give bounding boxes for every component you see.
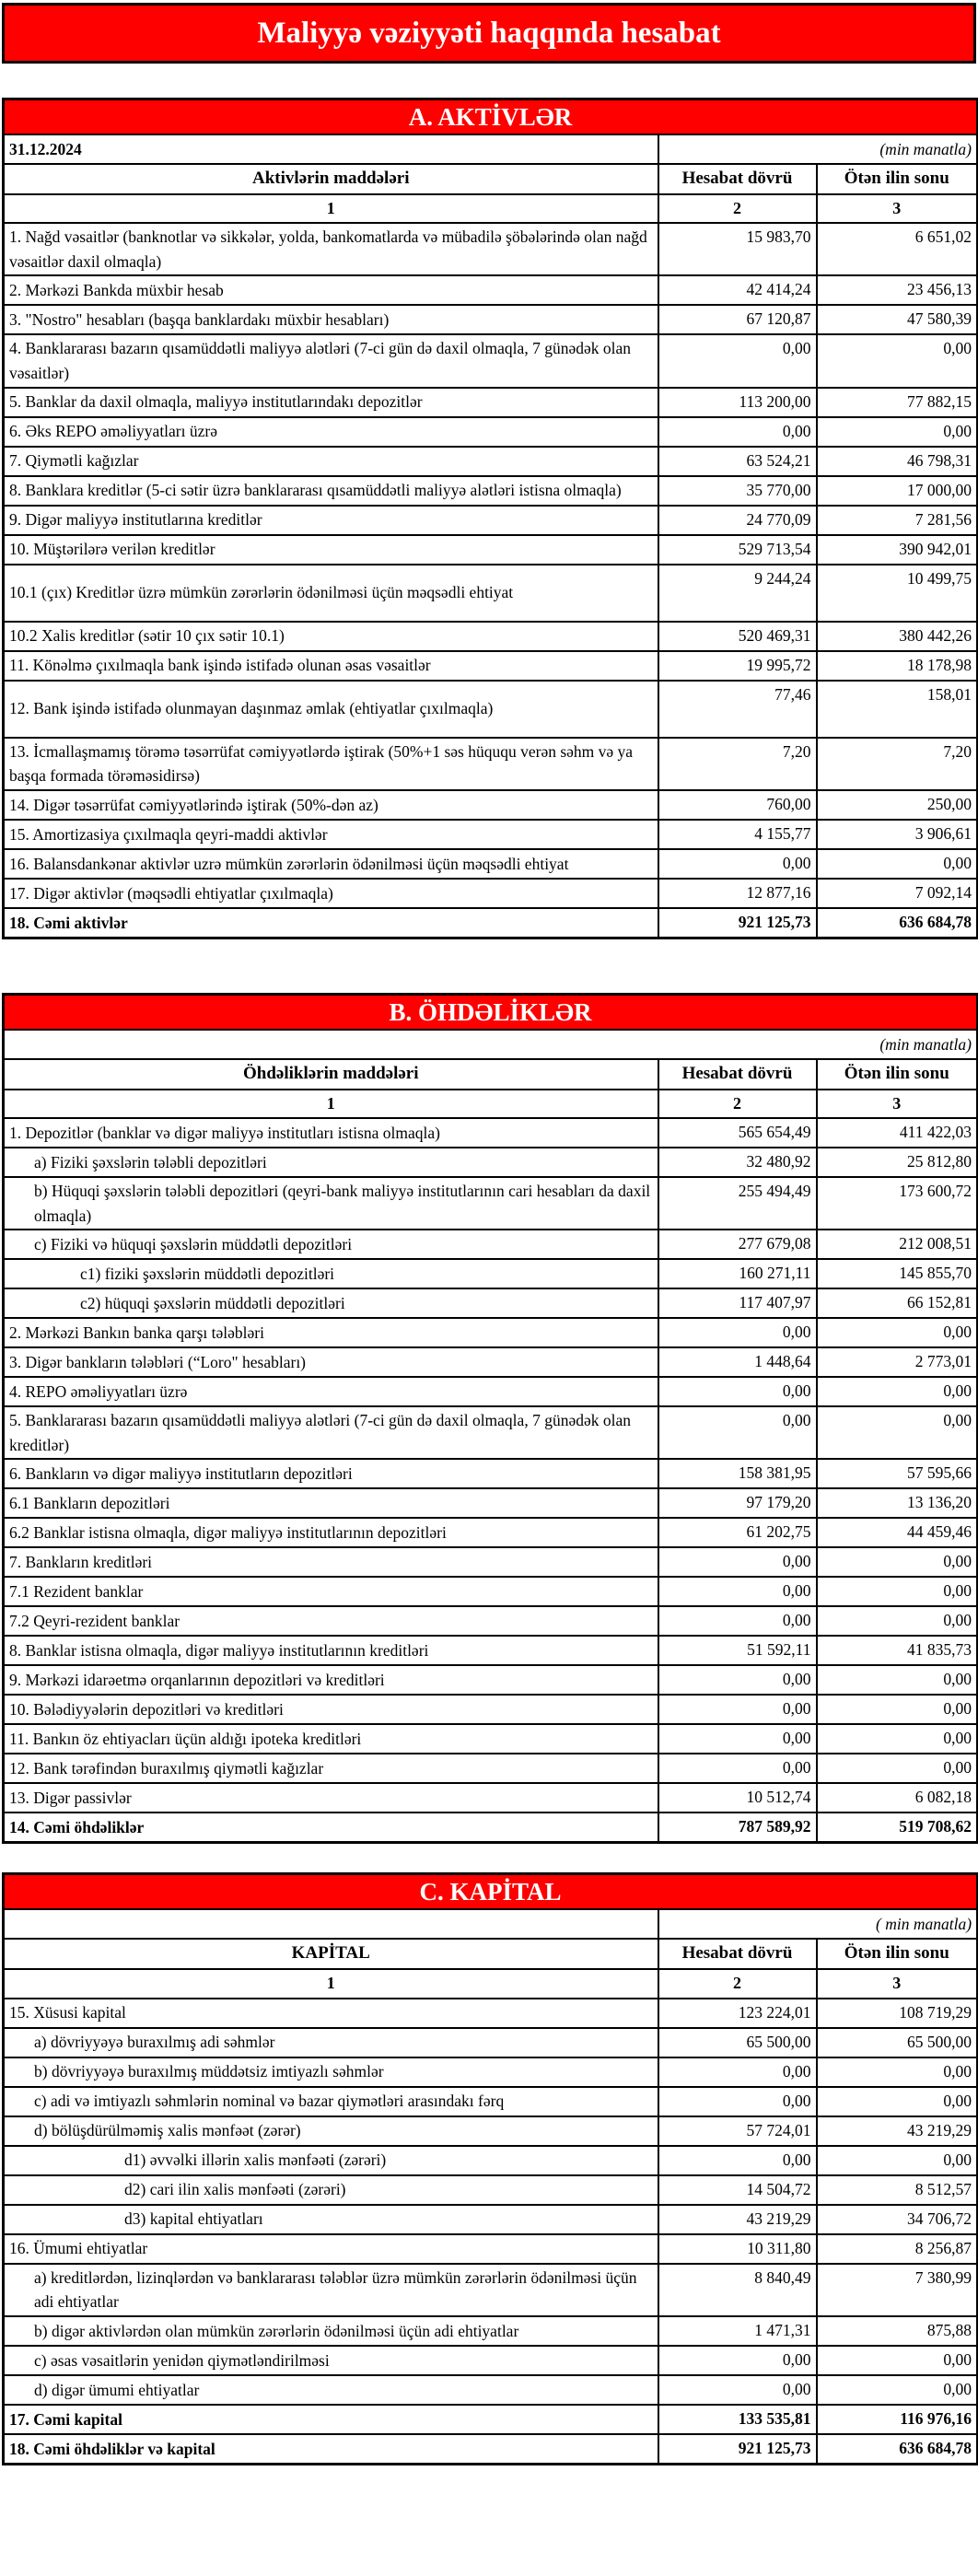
row-value-reporting-period: 277 679,08 [658, 1230, 817, 1259]
row-value-end-of-last-year: 0,00 [817, 2057, 978, 2087]
row-label: 15. Amortizasiya çıxılmaqla qeyri-maddi aktivlər [4, 820, 658, 849]
col-header-end-of-last-year: Ötən ilin sonu [817, 1939, 978, 1969]
col-number: 1 [4, 194, 658, 223]
row-value-end-of-last-year: 390 942,01 [817, 535, 978, 565]
table-row [4, 506, 978, 535]
spacer [0, 1844, 978, 1872]
row-value-end-of-last-year: 10 499,75 [817, 565, 978, 622]
row-label: 10. Bələdiyyələrin depozitləri və kreditləri [4, 1695, 658, 1724]
table-row [4, 1547, 978, 1577]
table-row [4, 1999, 978, 2028]
row-value-reporting-period: 43 219,29 [658, 2205, 817, 2234]
table-row [4, 2028, 978, 2057]
row-label: 3. "Nostro" hesabları (başqa banklardakı müxbir hesabları) [4, 305, 658, 334]
section-a-note-row [4, 134, 978, 164]
row-value-end-of-last-year: 0,00 [817, 1724, 978, 1754]
row-label: a) kreditlərdən, lizinqlərdən və banklararası tələblər üzrə mümkün zərərlərin ödənilməsi üçün adi ehtiyatlar [4, 2264, 658, 2316]
table-row [4, 1665, 978, 1695]
row-value-reporting-period: 0,00 [658, 2087, 817, 2116]
row-value-reporting-period: 117 407,97 [658, 1288, 817, 1318]
row-value-end-of-last-year: 212 008,51 [817, 1230, 978, 1259]
table-row [4, 1606, 978, 1636]
row-label: 11. Bankın öz ehtiyacları üçün aldığı ipoteka kreditləri [4, 1724, 658, 1754]
row-label: 9. Digər maliyyə institutlarına kreditlər [4, 506, 658, 535]
row-value-end-of-last-year: 0,00 [817, 1665, 978, 1695]
row-value-end-of-last-year: 0,00 [817, 1606, 978, 1636]
col-number: 3 [817, 194, 978, 223]
spacer [0, 939, 978, 993]
row-value-reporting-period: 10 512,74 [658, 1783, 817, 1813]
section-b-header [4, 994, 978, 1030]
col-header-items: Aktivlərin maddələri [4, 164, 658, 194]
row-value-reporting-period: 19 995,72 [658, 651, 817, 681]
row-value-end-of-last-year: 6 082,18 [817, 1783, 978, 1813]
row-label: 2. Mərkəzi Bankda müxbir hesab [4, 275, 658, 305]
financial-statement-page [0, 3, 978, 2465]
row-label: 2. Mərkəzi Bankın banka qarşı tələbləri [4, 1318, 658, 1347]
row-label: 6. Əks REPO əməliyyatları üzrə [4, 417, 658, 447]
table-row [4, 790, 978, 820]
row-label: 10. Müştərilərə verilən kreditlər [4, 535, 658, 565]
table-row [4, 476, 978, 506]
row-value-end-of-last-year: 0,00 [817, 1377, 978, 1406]
row-value-reporting-period: 15 983,70 [658, 223, 817, 275]
table-row [4, 1118, 978, 1148]
table-row [4, 681, 978, 738]
row-label: d1) əvvəlki illərin xalis mənfəəti (zərəri) [4, 2146, 658, 2175]
row-value-reporting-period: 1 471,31 [658, 2316, 817, 2346]
table-row [4, 2264, 978, 2316]
table-row [4, 651, 978, 681]
row-value-end-of-last-year: 17 000,00 [817, 476, 978, 506]
row-value-reporting-period: 1 448,64 [658, 1347, 817, 1377]
table-row [4, 2234, 978, 2264]
row-label: 6.1 Bankların depozitləri [4, 1488, 658, 1518]
row-label: 6.2 Banklar istisna olmaqla, digər maliyyə institutlarının depozitləri [4, 1518, 658, 1547]
row-value-end-of-last-year: 44 459,46 [817, 1518, 978, 1547]
row-label: c1) fiziki şəxslərin müddətli depozitləri [4, 1259, 658, 1288]
row-label: 13. Digər passivlər [4, 1783, 658, 1813]
row-value-end-of-last-year: 116 976,16 [817, 2405, 978, 2434]
section-a-column-headers [4, 164, 978, 194]
report-title: Maliyyə vəziyyəti haqqında hesabat [2, 3, 976, 64]
row-label: 1. Depozitlər (banklar və digər maliyyə institutları istisna olmaqla) [4, 1118, 658, 1148]
row-value-end-of-last-year: 13 136,20 [817, 1488, 978, 1518]
table-row [4, 1577, 978, 1606]
row-label: d) bölüşdürülməmiş xalis mənfəət (zərər) [4, 2116, 658, 2146]
row-value-reporting-period: 160 271,11 [658, 1259, 817, 1288]
row-value-reporting-period: 0,00 [658, 1754, 817, 1783]
row-value-reporting-period: 97 179,20 [658, 1488, 817, 1518]
section-c-header [4, 1874, 978, 1910]
row-value-reporting-period: 77,46 [658, 681, 817, 738]
row-value-end-of-last-year: 47 580,39 [817, 305, 978, 334]
row-label: 3. Digər bankların tələbləri (“Loro" hesabları) [4, 1347, 658, 1377]
row-label: 6. Bankların və digər maliyyə institutların depozitləri [4, 1459, 658, 1488]
row-value-reporting-period: 24 770,09 [658, 506, 817, 535]
row-label: 5. Banklararası bazarın qısamüddətli maliyyə alətləri (7-ci gün də daxil olmaqla, 7 günədək olan kreditlər) [4, 1406, 658, 1459]
row-value-reporting-period: 0,00 [658, 1577, 817, 1606]
row-value-reporting-period: 0,00 [658, 1377, 817, 1406]
row-value-end-of-last-year: 250,00 [817, 790, 978, 820]
row-value-end-of-last-year: 0,00 [817, 2346, 978, 2375]
table-row [4, 1177, 978, 1230]
row-value-reporting-period: 14 504,72 [658, 2175, 817, 2205]
row-value-end-of-last-year: 8 512,57 [817, 2175, 978, 2205]
row-label: 9. Mərkəzi idarəetmə orqanlarının depozitləri və kreditləri [4, 1665, 658, 1695]
row-value-reporting-period: 4 155,77 [658, 820, 817, 849]
row-label: 17. Cəmi kapital [4, 2405, 658, 2434]
col-header-reporting-period: Hesabat dövrü [658, 1059, 817, 1090]
table-row [4, 1288, 978, 1318]
row-label: 17. Digər aktivlər (məqsədli ehtiyatlar çıxılmaqla) [4, 879, 658, 908]
table-row [4, 1636, 978, 1665]
row-value-reporting-period: 51 592,11 [658, 1636, 817, 1665]
row-label: 7. Bankların kreditləri [4, 1547, 658, 1577]
row-value-end-of-last-year: 0,00 [817, 1754, 978, 1783]
row-value-reporting-period: 0,00 [658, 1724, 817, 1754]
col-header-reporting-period: Hesabat dövrü [658, 164, 817, 194]
row-value-end-of-last-year: 8 256,87 [817, 2234, 978, 2264]
row-value-end-of-last-year: 173 600,72 [817, 1177, 978, 1230]
row-value-end-of-last-year: 519 708,62 [817, 1813, 978, 1843]
report-date: 31.12.2024 [4, 134, 658, 164]
section-b-note-row [4, 1030, 978, 1059]
table-row [4, 305, 978, 334]
row-label: b) dövriyyəyə buraxılmış müddətsiz imtiyazlı səhmlər [4, 2057, 658, 2087]
row-label: 5. Banklar da daxil olmaqla, maliyyə institutlarındakı depozitlər [4, 388, 658, 417]
row-label: 13. İcmallaşmamış törəmə təsərrüfat cəmiyyətlərdə iştirak (50%+1 səs hüququ verən səhm və ya başqa formada törəməsidirsə) [4, 738, 658, 790]
row-value-reporting-period: 12 877,16 [658, 879, 817, 908]
row-value-reporting-period: 67 120,87 [658, 305, 817, 334]
row-value-reporting-period: 63 524,21 [658, 447, 817, 476]
row-label: 4. REPO əməliyyatları üzrə [4, 1377, 658, 1406]
capital-rows [4, 1999, 978, 2465]
row-value-reporting-period: 0,00 [658, 1606, 817, 1636]
row-value-end-of-last-year: 18 178,98 [817, 651, 978, 681]
row-value-reporting-period: 921 125,73 [658, 908, 817, 938]
table-row [4, 1406, 978, 1459]
table-row [4, 2116, 978, 2146]
liabilities-table [2, 993, 978, 1845]
row-value-end-of-last-year: 0,00 [817, 849, 978, 879]
col-number: 1 [4, 1969, 658, 1998]
table-row [4, 535, 978, 565]
table-row [4, 1695, 978, 1724]
row-label: 8. Banklar istisna olmaqla, digər maliyyə institutlarının kreditləri [4, 1636, 658, 1665]
row-label: 14. Cəmi öhdəliklər [4, 1813, 658, 1843]
table-row [4, 1783, 978, 1813]
row-value-reporting-period: 0,00 [658, 1665, 817, 1695]
row-value-reporting-period: 42 414,24 [658, 275, 817, 305]
table-row [4, 2434, 978, 2465]
row-value-end-of-last-year: 6 651,02 [817, 223, 978, 275]
row-label: c2) hüquqi şəxslərin müddətli depozitləri [4, 1288, 658, 1318]
row-label: 18. Cəmi öhdəliklər və kapital [4, 2434, 658, 2465]
table-row [4, 820, 978, 849]
row-label: a) Fiziki şəxslərin tələbli depozitləri [4, 1148, 658, 1177]
row-value-end-of-last-year: 46 798,31 [817, 447, 978, 476]
table-row [4, 2087, 978, 2116]
row-label: 15. Xüsusi kapital [4, 1999, 658, 2028]
table-row [4, 1318, 978, 1347]
col-header-reporting-period: Hesabat dövrü [658, 1939, 817, 1969]
table-row [4, 849, 978, 879]
section-c-column-headers [4, 1939, 978, 1969]
row-label: 7.2 Qeyri-rezident banklar [4, 1606, 658, 1636]
row-value-end-of-last-year: 7 092,14 [817, 879, 978, 908]
row-value-reporting-period: 10 311,80 [658, 2234, 817, 2264]
table-row [4, 2175, 978, 2205]
section-a-header [4, 99, 978, 135]
row-label: 10.1 (çıx) Kreditlər üzrə mümkün zərərlərin ödənilməsi üçün məqsədli ehtiyat [4, 565, 658, 622]
row-value-end-of-last-year: 380 442,26 [817, 622, 978, 651]
section-a-title: A. AKTİVLƏR [4, 99, 978, 135]
row-value-end-of-last-year: 41 835,73 [817, 1636, 978, 1665]
row-label: 1. Nağd vəsaitlər (banknotlar və sikkələr, yolda, bankomatlarda və mübadilə şöbələrində olan nağd vəsaitlər daxil olmaqla) [4, 223, 658, 275]
row-value-end-of-last-year: 0,00 [817, 2146, 978, 2175]
row-value-end-of-last-year: 3 906,61 [817, 820, 978, 849]
table-row [4, 1259, 978, 1288]
row-value-end-of-last-year: 7,20 [817, 738, 978, 790]
row-value-reporting-period: 0,00 [658, 2346, 817, 2375]
row-label: 12. Bank işində istifadə olunmayan daşınmaz əmlak (ehtiyatlar çıxılmaqla) [4, 681, 658, 738]
table-row [4, 1724, 978, 1754]
section-c-column-numbers [4, 1969, 978, 1998]
row-value-end-of-last-year: 0,00 [817, 417, 978, 447]
row-label: 10.2 Xalis kreditlər (sətir 10 çıx sətir 10.1) [4, 622, 658, 651]
table-row [4, 1488, 978, 1518]
col-number: 1 [4, 1090, 658, 1118]
section-b-title: B. ÖHDƏLİKLƏR [4, 994, 978, 1030]
section-b-column-headers [4, 1059, 978, 1090]
row-value-end-of-last-year: 145 855,70 [817, 1259, 978, 1288]
row-value-end-of-last-year: 0,00 [817, 1547, 978, 1577]
unit-note: (min manatla) [4, 1030, 978, 1059]
unit-note: (min manatla) [658, 134, 978, 164]
row-value-reporting-period: 32 480,92 [658, 1148, 817, 1177]
capital-table [2, 1872, 978, 2465]
row-value-end-of-last-year: 23 456,13 [817, 275, 978, 305]
table-row [4, 1518, 978, 1547]
section-c-note-row [4, 1909, 978, 1939]
row-value-reporting-period: 158 381,95 [658, 1459, 817, 1488]
row-value-reporting-period: 9 244,24 [658, 565, 817, 622]
col-header-end-of-last-year: Ötən ilin sonu [817, 164, 978, 194]
row-value-end-of-last-year: 0,00 [817, 1406, 978, 1459]
row-value-reporting-period: 0,00 [658, 334, 817, 387]
row-value-end-of-last-year: 0,00 [817, 1695, 978, 1724]
row-label: 16. Ümumi ehtiyatlar [4, 2234, 658, 2264]
row-value-end-of-last-year: 636 684,78 [817, 2434, 978, 2465]
row-value-end-of-last-year: 636 684,78 [817, 908, 978, 938]
row-value-end-of-last-year: 65 500,00 [817, 2028, 978, 2057]
row-value-reporting-period: 921 125,73 [658, 2434, 817, 2465]
table-row [4, 2405, 978, 2434]
row-value-reporting-period: 133 535,81 [658, 2405, 817, 2434]
row-label: b) digər aktivlərdən olan mümkün zərərlərin ödənilməsi üçün adi ehtiyatlar [4, 2316, 658, 2346]
row-value-end-of-last-year: 7 380,99 [817, 2264, 978, 2316]
row-label: 7. Qiymətli kağızlar [4, 447, 658, 476]
row-label: 18. Cəmi aktivlər [4, 908, 658, 938]
row-value-end-of-last-year: 66 152,81 [817, 1288, 978, 1318]
col-number: 3 [817, 1969, 978, 1998]
row-value-end-of-last-year: 34 706,72 [817, 2205, 978, 2234]
row-value-end-of-last-year: 57 595,66 [817, 1459, 978, 1488]
row-label: 8. Banklara kreditlər (5-ci sətir üzrə banklararası qısamüddətli maliyyə alətləri istisna olmaqla) [4, 476, 658, 506]
row-value-reporting-period: 565 654,49 [658, 1118, 817, 1148]
table-row [4, 738, 978, 790]
row-value-reporting-period: 760,00 [658, 790, 817, 820]
row-value-reporting-period: 520 469,31 [658, 622, 817, 651]
col-header-items: KAPİTAL [4, 1939, 658, 1969]
table-row [4, 417, 978, 447]
row-label: b) Hüquqi şəxslərin tələbli depozitləri (qeyri-bank maliyyə institutlarının cari hesabları da daxil olmaqla) [4, 1177, 658, 1230]
table-row [4, 223, 978, 275]
col-header-items: Öhdəliklərin maddələri [4, 1059, 658, 1090]
row-value-reporting-period: 0,00 [658, 1318, 817, 1347]
row-label: d) digər ümumi ehtiyatlar [4, 2375, 658, 2405]
table-row [4, 2057, 978, 2087]
table-row [4, 2205, 978, 2234]
row-value-end-of-last-year: 158,01 [817, 681, 978, 738]
row-value-end-of-last-year: 108 719,29 [817, 1999, 978, 2028]
row-label: c) Fiziki və hüquqi şəxslərin müddətli depozitləri [4, 1230, 658, 1259]
table-row [4, 275, 978, 305]
row-value-reporting-period: 0,00 [658, 2057, 817, 2087]
row-label: 12. Bank tərəfindən buraxılmış qiymətli kağızlar [4, 1754, 658, 1783]
col-number: 2 [658, 1969, 817, 1998]
table-row [4, 1377, 978, 1406]
row-value-reporting-period: 0,00 [658, 417, 817, 447]
row-label: 7.1 Rezident banklar [4, 1577, 658, 1606]
row-value-end-of-last-year: 0,00 [817, 334, 978, 387]
table-row [4, 1459, 978, 1488]
row-value-reporting-period: 57 724,01 [658, 2116, 817, 2146]
row-value-end-of-last-year: 25 812,80 [817, 1148, 978, 1177]
row-label: 11. Könəlmə çıxılmaqla bank işində istifadə olunan əsas vəsaitlər [4, 651, 658, 681]
table-row [4, 334, 978, 387]
table-row [4, 1813, 978, 1843]
assets-table [2, 98, 978, 939]
spacer [0, 64, 978, 98]
row-value-reporting-period: 529 713,54 [658, 535, 817, 565]
table-row [4, 908, 978, 938]
row-value-end-of-last-year: 411 422,03 [817, 1118, 978, 1148]
liabilities-rows [4, 1118, 978, 1843]
col-number: 2 [658, 194, 817, 223]
row-value-reporting-period: 8 840,49 [658, 2264, 817, 2316]
row-label: d3) kapital ehtiyatları [4, 2205, 658, 2234]
row-value-reporting-period: 0,00 [658, 1695, 817, 1724]
col-number: 2 [658, 1090, 817, 1118]
row-value-end-of-last-year: 0,00 [817, 2375, 978, 2405]
row-value-end-of-last-year: 0,00 [817, 2087, 978, 2116]
row-value-end-of-last-year: 875,88 [817, 2316, 978, 2346]
row-label: a) dövriyyəyə buraxılmış adi səhmlər [4, 2028, 658, 2057]
table-row [4, 388, 978, 417]
section-c-title: C. KAPİTAL [4, 1874, 978, 1910]
row-value-end-of-last-year: 7 281,56 [817, 506, 978, 535]
row-value-reporting-period: 0,00 [658, 849, 817, 879]
table-row [4, 2375, 978, 2405]
empty-cell [4, 1909, 658, 1939]
col-number: 3 [817, 1090, 978, 1118]
row-label: 16. Balansdankənar aktivlər uzrə mümkün zərərlərin ödənilməsi üçün məqsədli ehtiyat [4, 849, 658, 879]
row-value-reporting-period: 123 224,01 [658, 1999, 817, 2028]
row-value-end-of-last-year: 0,00 [817, 1318, 978, 1347]
col-header-end-of-last-year: Ötən ilin sonu [817, 1059, 978, 1090]
row-value-reporting-period: 0,00 [658, 2146, 817, 2175]
table-row [4, 622, 978, 651]
row-value-reporting-period: 65 500,00 [658, 2028, 817, 2057]
row-value-reporting-period: 61 202,75 [658, 1518, 817, 1547]
table-row [4, 2346, 978, 2375]
table-row [4, 1148, 978, 1177]
table-row [4, 2146, 978, 2175]
unit-note: ( min manatla) [658, 1909, 978, 1939]
section-b-column-numbers [4, 1090, 978, 1118]
table-row [4, 1347, 978, 1377]
row-label: c) adi və imtiyazlı səhmlərin nominal və bazar qiymətləri arasındakı fərq [4, 2087, 658, 2116]
row-value-reporting-period: 0,00 [658, 1406, 817, 1459]
row-value-end-of-last-year: 2 773,01 [817, 1347, 978, 1377]
row-value-reporting-period: 787 589,92 [658, 1813, 817, 1843]
table-row [4, 1754, 978, 1783]
section-a-column-numbers [4, 194, 978, 223]
row-label: d2) cari ilin xalis mənfəəti (zərəri) [4, 2175, 658, 2205]
table-row [4, 2316, 978, 2346]
row-value-reporting-period: 113 200,00 [658, 388, 817, 417]
row-value-reporting-period: 255 494,49 [658, 1177, 817, 1230]
row-value-end-of-last-year: 0,00 [817, 1577, 978, 1606]
row-value-reporting-period: 0,00 [658, 1547, 817, 1577]
row-label: 14. Digər təsərrüfat cəmiyyətlərində iştirak (50%-dən az) [4, 790, 658, 820]
table-row [4, 879, 978, 908]
table-row [4, 1230, 978, 1259]
table-row [4, 447, 978, 476]
row-value-end-of-last-year: 77 882,15 [817, 388, 978, 417]
row-value-reporting-period: 35 770,00 [658, 476, 817, 506]
row-value-reporting-period: 0,00 [658, 2375, 817, 2405]
row-value-reporting-period: 7,20 [658, 738, 817, 790]
row-label: 4. Banklararası bazarın qısamüddətli maliyyə alətləri (7-ci gün də daxil olmaqla, 7 günədək olan vəsaitlər) [4, 334, 658, 387]
row-label: c) əsas vəsaitlərin yenidən qiymətləndirilməsi [4, 2346, 658, 2375]
table-row [4, 565, 978, 622]
row-value-end-of-last-year: 43 219,29 [817, 2116, 978, 2146]
assets-rows [4, 223, 978, 938]
